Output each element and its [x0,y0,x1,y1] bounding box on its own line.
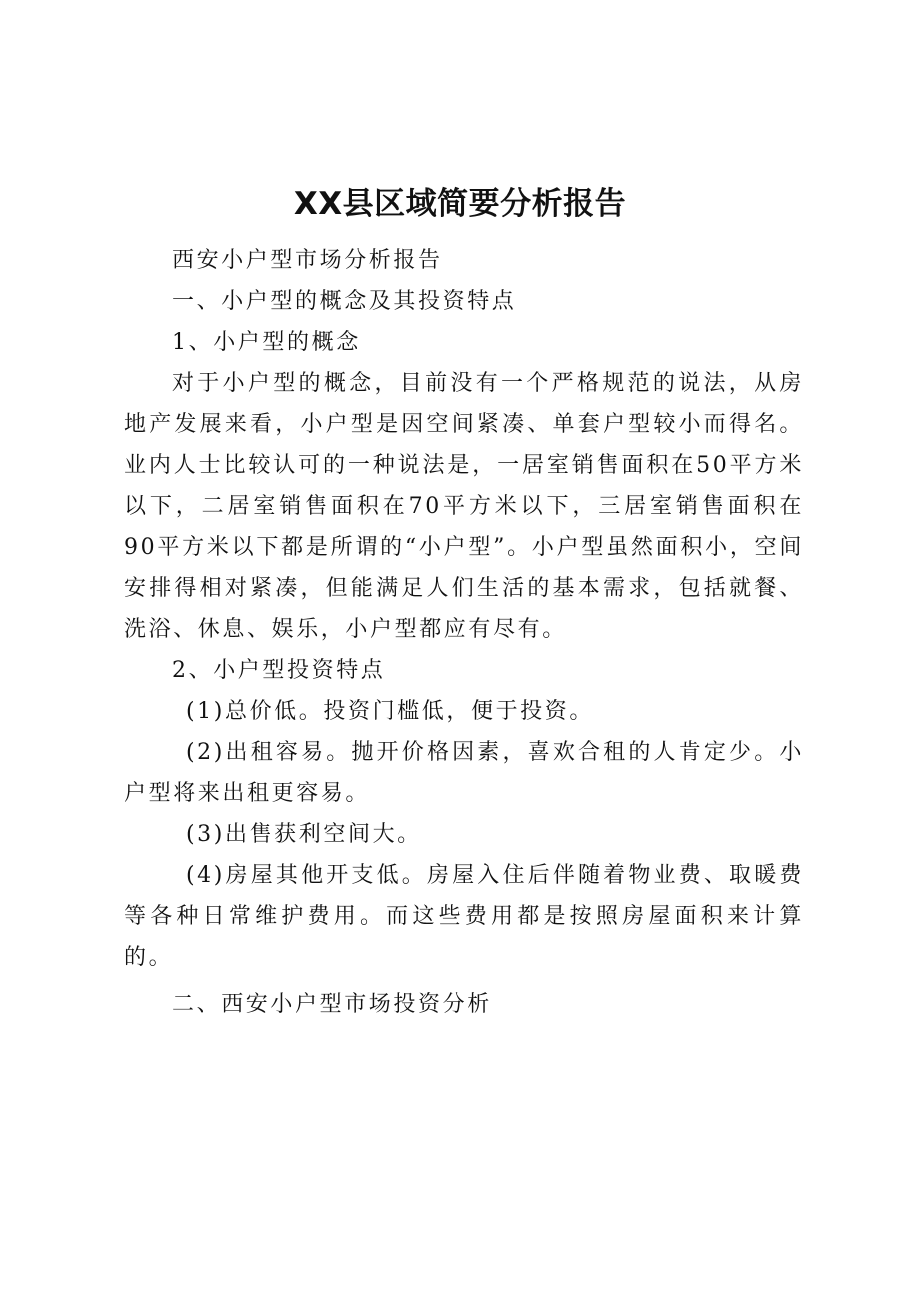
section-heading-2: 二、西安小户型市场投资分析 [172,992,492,1017]
document-title: XX县区域简要分析报告 [293,186,627,222]
report-subtitle: 西安小户型市场分析报告 [172,248,443,273]
list-item-2: (2)出租容易。抛开价格因素，喜欢合租的人肯定少。小户型将来出租更容易。 [124,740,804,806]
subsection-heading-2: 2、小户型投资特点 [172,658,386,683]
subsection-heading-1: 1、小户型的概念 [172,330,361,355]
document-body [124,240,804,1025]
list-item-1: (1)总价低。投资门槛低，便于投资。 [186,699,594,724]
section-heading-1: 一、小户型的概念及其投资特点 [172,289,517,314]
list-item-4: (4)房屋其他开支低。房屋入住后伴随着物业费、取暖费等各种日常维护费用。而这些费用都是按照房屋面积来计算的。 [124,863,804,970]
paragraph-concept: 对于小户型的概念，目前没有一个严格规范的说法，从房地产发展来看，小户型是因空间紧凑、单套户型较小而得名。业内人士比较认可的一种说法是，一居室销售面积在50平方米以下，二居室销售面积在70平方米以下，三居室销售面积在90平方米以下都是所谓的“小户型”。小户型虽然面积小，空间安排得相对紧凑，但能满足人们生活的基本需求，包括就餐、洗浴、休息、娱乐，小户型都应有尽有。 [124,371,804,642]
list-item-3: (3)出售获利空间大。 [186,822,422,847]
